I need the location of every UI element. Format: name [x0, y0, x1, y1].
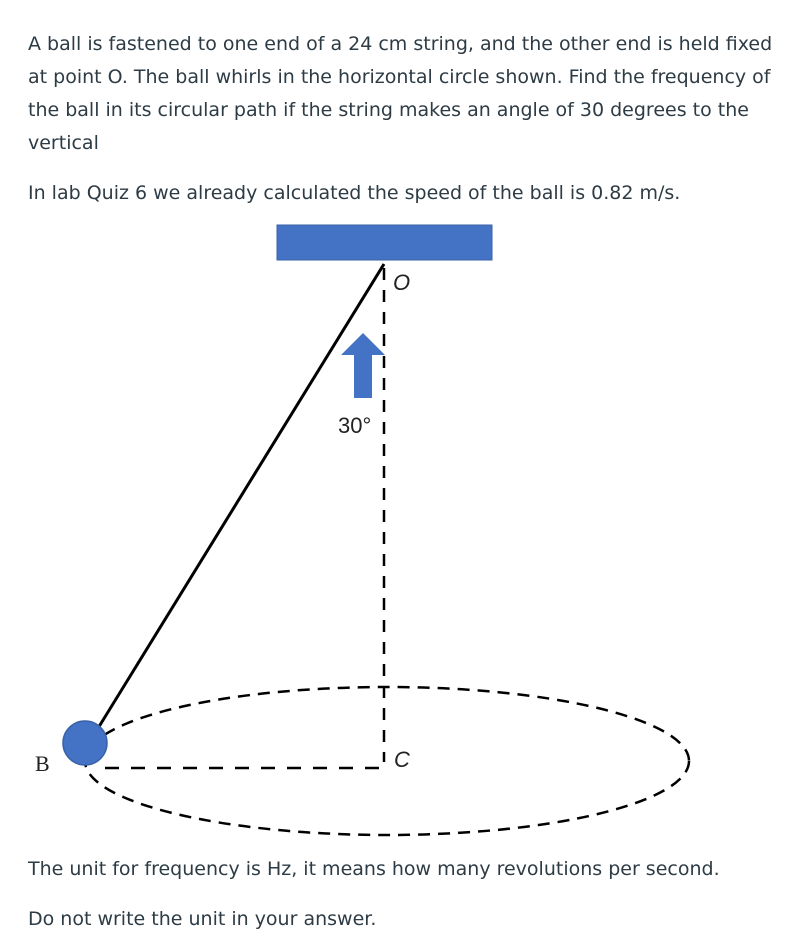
- point-c-label: C: [394, 747, 410, 772]
- point-o-label: O: [393, 270, 411, 295]
- question-text: A ball is fastened to one end of a 24 cm string, and the other end is held fixed at point O. The ball whirls in the horizontal circle shown. Find the frequency of the ball in its circular path if the string makes an angle of 30 degrees to the vertical: [28, 33, 773, 154]
- string-line: [92, 264, 384, 738]
- up-arrow-icon: [341, 333, 385, 398]
- lab-note-text: In lab Quiz 6 we already calculated the speed of the ball is 0.82 m/s.: [28, 182, 681, 204]
- ceiling-support: [277, 225, 492, 260]
- angle-label: 30°: [338, 413, 372, 438]
- point-b-label: B: [35, 751, 50, 776]
- instruction-text: Do not write the unit in your answer.: [28, 908, 377, 930]
- unit-note-text: The unit for frequency is Hz, it means how many revolutions per second.: [28, 858, 720, 880]
- circular-path: [85, 687, 689, 835]
- ball: [63, 721, 107, 765]
